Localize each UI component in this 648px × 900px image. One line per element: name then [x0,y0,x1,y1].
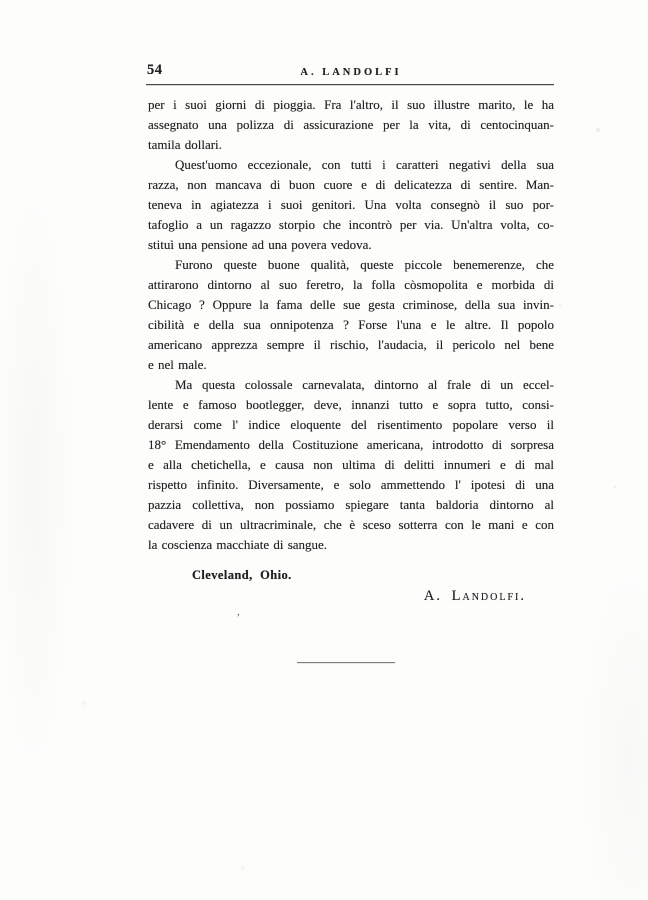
text-line: la coscienza macchiate di sangue. [148,537,328,552]
text-line: razza, non mancava di buon cuore e di delicatezza di sentire. Man- [148,177,554,192]
author-signature: A. Landolfi. [423,588,526,604]
text-line: americano apprezza sempre il rischio, l'audacia, il pericolo nel bene [148,337,554,352]
text-line: Ma questa colossale carnevalata, dintorno al frale di un eccel- [175,377,554,392]
text-line: e alla chetichella, e causa non ultima di delitti innumeri e di mal [148,457,554,472]
page-number: 54 [147,62,163,78]
text-line: per i suoi giorni di pioggia. Fra l'altro, il suo illustre marito, le ha [148,97,554,112]
text-line: derarsi come l' indice eloquente del risentimento popolare verso il [148,417,554,432]
text-line: attirarono dintorno al suo feretro, la folla còsmopolita e morbida di [148,277,554,292]
scan-artifact-mark: ’ [235,611,241,625]
text-line: Chicago ? Oppure la fama delle sue gesta criminose, della sua invin- [148,297,554,312]
text-line: rispetto infinito. Diversamente, e solo ammettendo l' ipotesi di una [148,477,554,492]
header-rule [146,84,554,85]
text-line: cadavere di un ultracriminale, che è sceso sotterra con le mani e con [148,517,554,532]
text-line: 18° Emendamento della Costituzione americana, introdotto di sorpresa [148,437,554,452]
running-header-title: A. LANDOLFI [300,67,402,78]
text-line: tamila dollari. [148,137,222,152]
text-line: Quest'uomo eccezionale, con tutti i caratteri negativi della sua [175,157,554,172]
section-end-rule [297,662,395,663]
text-line: cibilità e della sua onnipotenza ? Forse l'una e le altre. Il popolo [148,317,554,332]
text-line: pazzia collettiva, non possiamo spiegare tanta baldoria dintorno al [148,497,554,512]
text-line: e nel male. [148,357,207,372]
text-line: teneva in agiatezza i suoi genitori. Una volta consegnò il suo por- [148,197,554,212]
text-line: tafoglio a un ragazzo storpio che incontrò per via. Un'altra volta, co- [148,217,554,232]
dateline: Cleveland, Ohio. [192,568,292,582]
text-line: Furono queste buone qualità, queste piccole benemerenze, che [175,257,554,272]
text-line: assegnato una polizza di assicurazione per la vita, di centocinquan- [148,117,554,132]
page-body [148,95,554,606]
text-line: stituì una pensione ad una povera vedova. [148,237,372,252]
text-line: lente e famoso bootlegger, deve, innanzi tutto e sopra tutto, consi- [148,397,554,412]
